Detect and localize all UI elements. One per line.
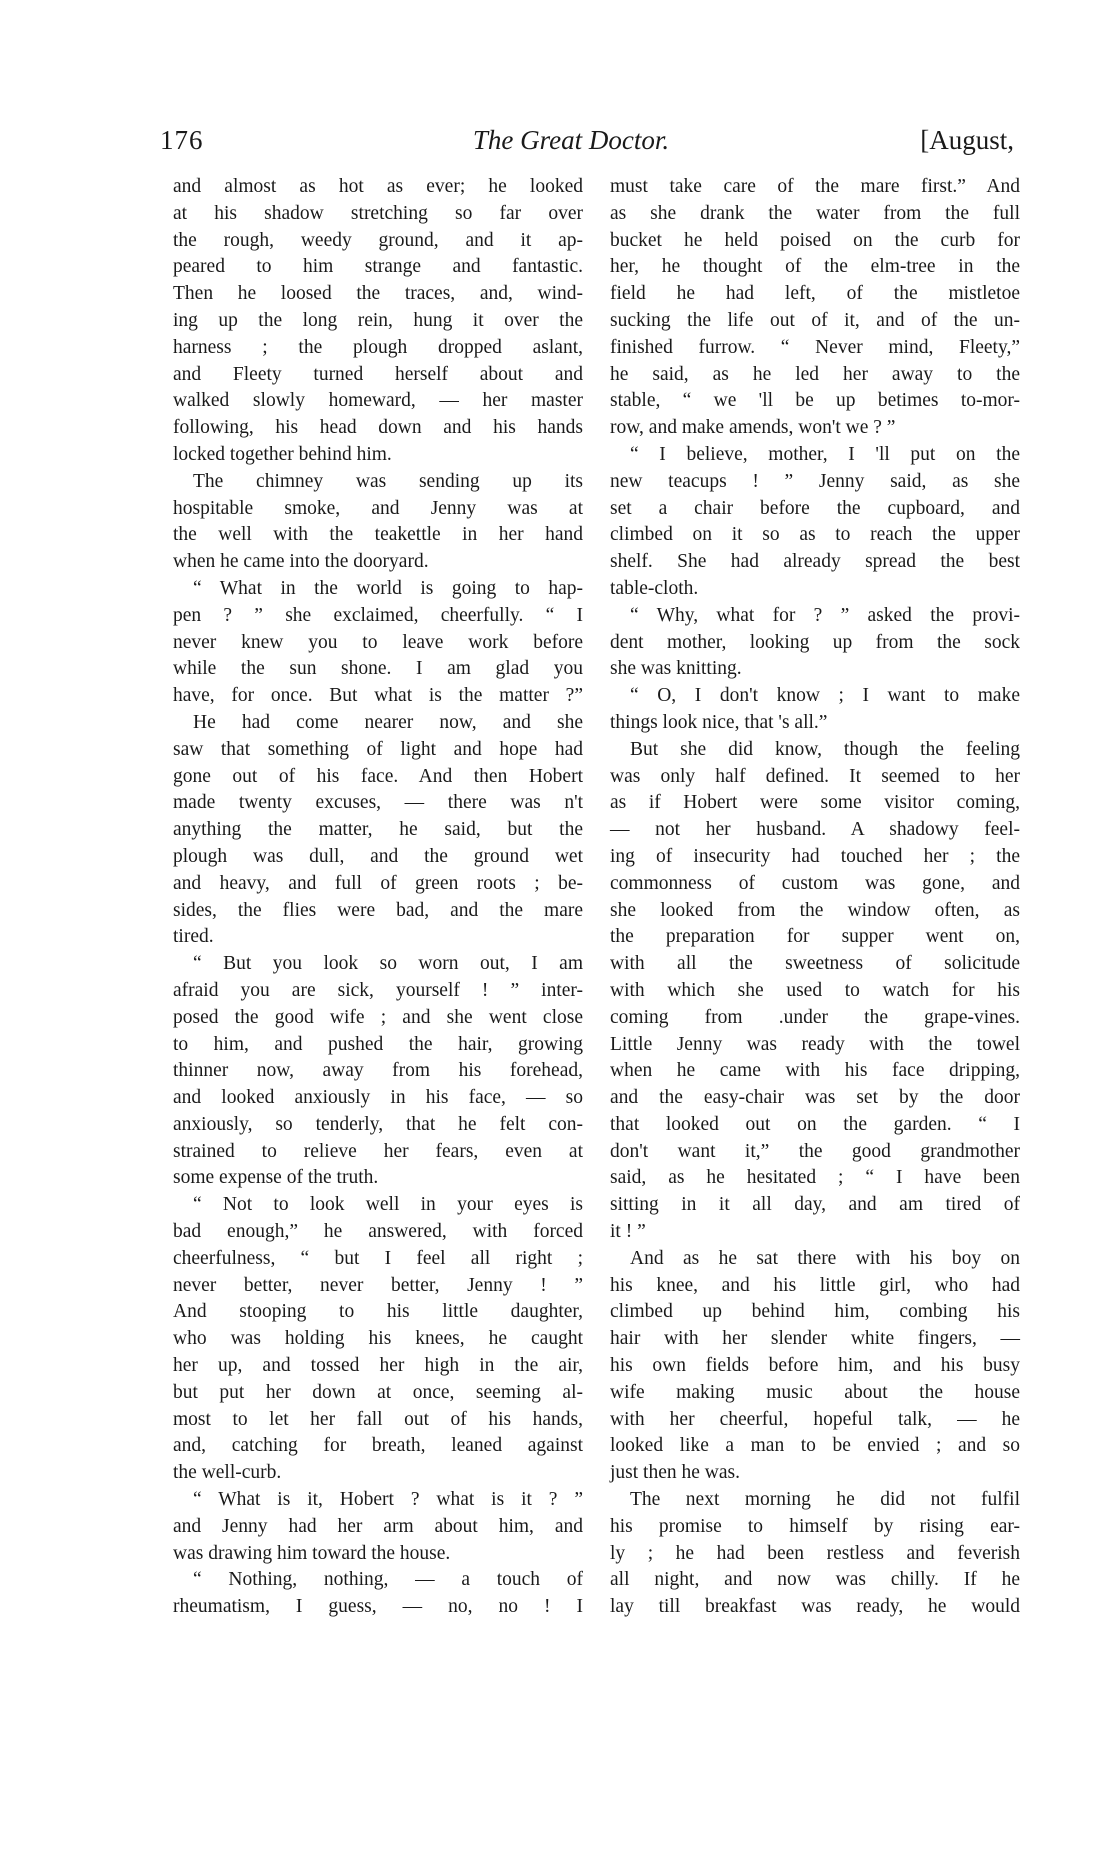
text-line: “ Not to look well in your eyes is [193, 1194, 583, 1216]
text-line: sitting in it all day, and am tired of [610, 1194, 1020, 1216]
text-line: Little Jenny was ready with the towel [610, 1033, 1020, 1055]
text-line: and Fleety turned herself about and [173, 363, 583, 385]
page-number: 176 [160, 125, 204, 155]
text-line: and the easy-chair was set by the door [610, 1087, 1020, 1109]
text-line: ing of insecurity had touched her ; the [610, 845, 1020, 867]
text-line: as if Hobert were some visitor coming, [610, 792, 1020, 814]
text-line: to him, and pushed the hair, growing [173, 1033, 583, 1055]
text-line: bucket he held poised on the curb for [610, 229, 1020, 251]
text-line: The next morning he did not fulfil [630, 1489, 1020, 1511]
text-line: bad enough,” he answered, with forced [173, 1221, 583, 1243]
text-line: with her cheerful, hopeful talk, — he [610, 1408, 1020, 1430]
text-line: her, he thought of the elm-tree in the [610, 256, 1020, 278]
text-line: walked slowly homeward, — her master [173, 390, 583, 412]
text-line: his knee, and his little girl, who had [610, 1274, 1020, 1296]
text-line: thinner now, away from his forehead, [173, 1060, 583, 1082]
text-line: rheumatism, I guess, — no, no ! I [173, 1596, 583, 1618]
right-column [610, 174, 1020, 1621]
text-line: she was knitting. [610, 658, 742, 680]
text-line: But she did know, though the feeling [630, 738, 1020, 760]
text-line: all night, and now was chilly. If he [610, 1569, 1020, 1591]
text-line: the well with the teakettle in her hand [173, 524, 583, 546]
running-date: [August, [920, 125, 1014, 155]
text-line: just then he was. [610, 1462, 740, 1484]
running-title: The Great Doctor. [472, 125, 670, 155]
text-line: with all the sweetness of solicitude [610, 953, 1020, 975]
text-line: harness ; the plough dropped aslant, [173, 336, 583, 358]
text-line: and looked anxiously in his face, — so [173, 1087, 583, 1109]
text-line: ing up the long rein, hung it over the [173, 309, 583, 331]
text-line: the rough, weedy ground, and it ap- [173, 229, 583, 251]
text-line: as she drank the water from the full [610, 202, 1020, 224]
text-line: saw that something of light and hope had [173, 738, 583, 760]
text-line: plough was dull, and the ground wet [173, 845, 583, 867]
text-line: that looked out on the garden. “ I [610, 1113, 1020, 1135]
text-line: made twenty excuses, — there was n't [173, 792, 583, 814]
text-line: never knew you to leave work before [173, 631, 583, 653]
text-line: “ I believe, mother, I 'll put on the [630, 443, 1020, 465]
text-line: peared to him strange and fantastic. [173, 256, 583, 278]
text-line: sucking the life out of it, and of the un- [610, 309, 1020, 331]
text-line: afraid you are sick, yourself ! ” inter- [173, 979, 583, 1001]
text-line: and heavy, and full of green roots ; be- [173, 872, 583, 894]
text-line: lay till breakfast was ready, he would [610, 1596, 1020, 1618]
text-line: new teacups ! ” Jenny said, as she [610, 470, 1020, 492]
text-line: anxiously, so tenderly, that he felt con- [173, 1113, 583, 1135]
text-line: shelf. She had already spread the best [610, 551, 1020, 573]
text-line: anything the matter, he said, but the [173, 819, 583, 841]
text-line: The chimney was sending up its [193, 470, 583, 492]
text-line: his promise to himself by rising ear- [610, 1515, 1020, 1537]
text-line: when he came with his face dripping, [610, 1060, 1020, 1082]
text-line: never better, never better, Jenny ! ” [173, 1274, 583, 1296]
text-line: “ But you look so worn out, I am [193, 953, 583, 975]
text-line: at his shadow stretching so far over [173, 202, 583, 224]
text-line: sides, the flies were bad, and the mare [173, 899, 583, 921]
text-line: and almost as hot as ever; he looked [173, 176, 583, 197]
text-line: wife making music about the house [610, 1381, 1020, 1403]
text-line: some expense of the truth. [173, 1167, 379, 1189]
text-line: — not her husband. A shadowy feel- [610, 819, 1020, 841]
text-line: said, as he hesitated ; “ I have been [610, 1167, 1020, 1189]
text-line: “ Why, what for ? ” asked the provi- [630, 604, 1020, 626]
text-line: ly ; he had been restless and feverish [610, 1542, 1020, 1564]
text-line: but put her down at once, seeming al- [173, 1381, 583, 1403]
text-line: have, for once. But what is the matter ?” [173, 685, 583, 707]
text-line: he said, as he led her away to the [610, 363, 1020, 385]
text-line: And as he sat there with his boy on [630, 1247, 1020, 1269]
text-line: stable, “ we 'll be up betimes to-mor- [610, 390, 1020, 412]
text-line: dent mother, looking up from the sock [610, 631, 1020, 653]
text-line: pen ? ” she exclaimed, cheerfully. “ I [173, 604, 583, 626]
text-line: following, his head down and his hands [173, 417, 583, 439]
text-line: He had come nearer now, and she [193, 711, 583, 733]
left-column [173, 174, 583, 1621]
text-line: commonness of custom was gone, and [610, 872, 1020, 894]
text-line: looked like a man to be envied ; and so [610, 1435, 1020, 1457]
text-line: posed the good wife ; and she went close [173, 1006, 583, 1028]
text-line: and, catching for breath, leaned against [173, 1435, 583, 1457]
text-line: was only half defined. It seemed to her [610, 765, 1020, 787]
text-line: finished furrow. “ Never mind, Fleety,” [610, 336, 1020, 358]
text-line: “ Nothing, nothing, — a touch of [193, 1569, 583, 1591]
text-line: she looked from the window often, as [610, 899, 1020, 921]
text-line: climbed on it so as to reach the upper [610, 524, 1020, 546]
text-line: cheerfulness, “ but I feel all right ; [173, 1247, 583, 1269]
text-line: most to let her fall out of his hands, [173, 1408, 583, 1430]
text-line: “ What is it, Hobert ? what is it ? ” [193, 1489, 583, 1511]
text-line: coming from .under the grape-vines. [610, 1006, 1020, 1028]
text-line: her up, and tossed her high in the air, [173, 1355, 583, 1377]
text-line: table-cloth. [610, 577, 699, 599]
text-line: climbed up behind him, combing his [610, 1301, 1020, 1323]
text-line: tired. [173, 926, 214, 948]
text-line: the preparation for supper went on, [610, 926, 1020, 948]
text-line: set a chair before the cupboard, and [610, 497, 1020, 519]
text-line: and Jenny had her arm about him, and [173, 1515, 583, 1537]
text-line: the well-curb. [173, 1462, 282, 1484]
text-line: And stooping to his little daughter, [173, 1301, 583, 1323]
text-line: strained to relieve her fears, even at [173, 1140, 583, 1162]
text-line: when he came into the dooryard. [173, 551, 429, 573]
text-line: must take care of the mare first.” And [610, 176, 1020, 197]
text-line: it ! ” [610, 1221, 646, 1243]
text-line: was drawing him toward the house. [173, 1542, 451, 1564]
text-line: hospitable smoke, and Jenny was at [173, 497, 583, 519]
text-line: with which she used to watch for his [610, 979, 1020, 1001]
text-line: Then he loosed the traces, and, wind- [173, 283, 583, 305]
text-line: who was holding his knees, he caught [173, 1328, 583, 1350]
text-line: his own fields before him, and his busy [610, 1355, 1020, 1377]
text-line: don't want it,” the good grandmother [610, 1140, 1020, 1162]
text-line: “ What in the world is going to hap- [193, 577, 583, 599]
text-line: things look nice, that 's all.” [610, 711, 828, 733]
text-line: hair with her slender white fingers, — [610, 1328, 1020, 1350]
text-line: locked together behind him. [173, 443, 392, 465]
text-line: while the sun shone. I am glad you [173, 658, 583, 680]
text-line: field he had left, of the mistletoe [610, 283, 1020, 305]
text-line: row, and make amends, won't we ? ” [610, 417, 896, 439]
text-line: gone out of his face. And then Hobert [173, 765, 583, 787]
text-line: “ O, I don't know ; I want to make [630, 685, 1020, 707]
